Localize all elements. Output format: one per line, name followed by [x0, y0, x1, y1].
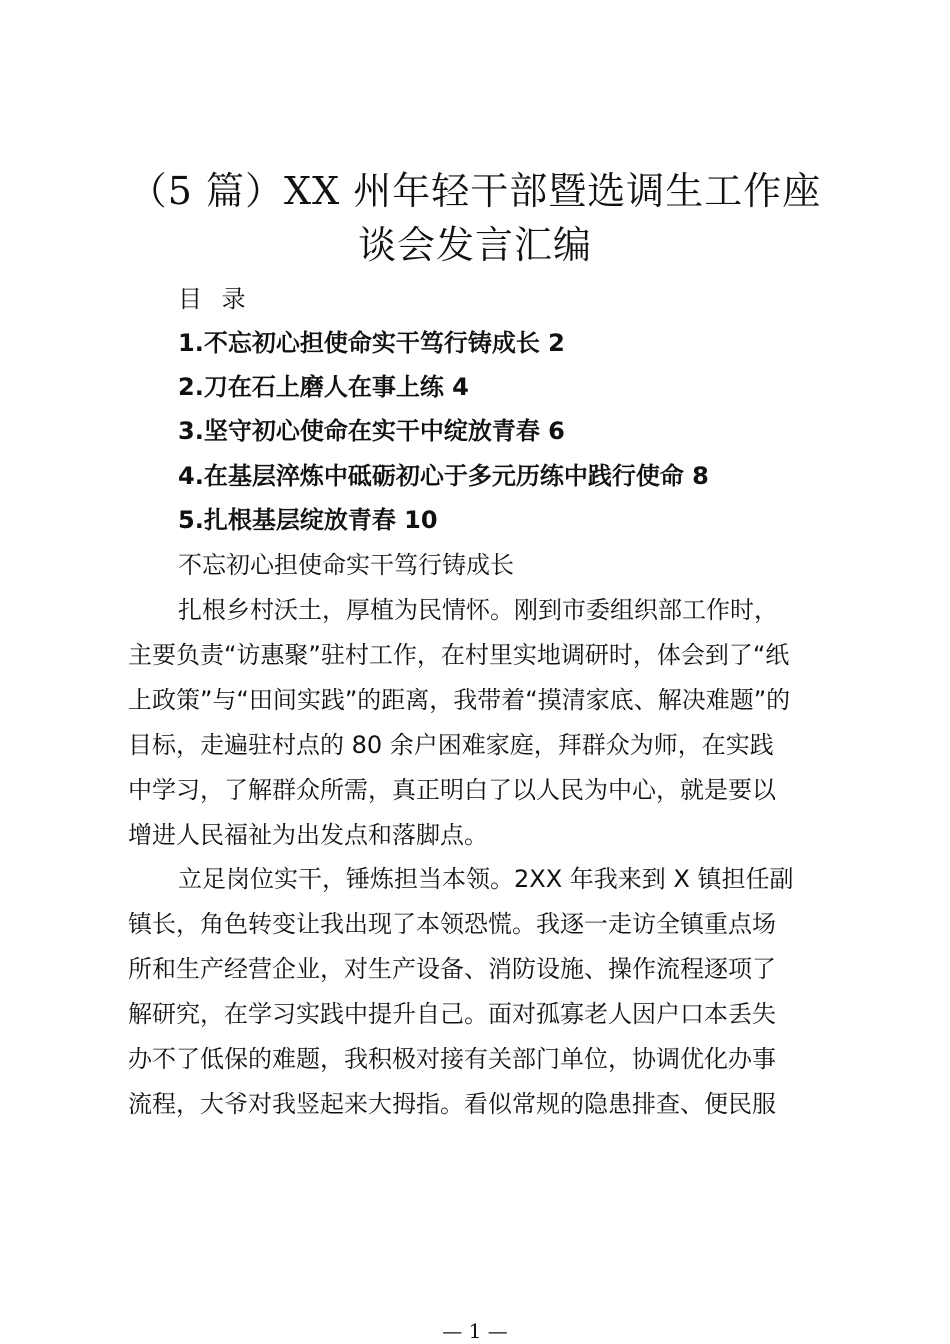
document-title-line-2: 谈会发言汇编 — [357, 223, 592, 267]
paragraph-1-line-4: 目标，走遍驻村点的 80 余户困难家庭，拜群众为师，在实践 — [128, 731, 774, 759]
toc-label: 目 录 — [178, 285, 252, 313]
paragraph-2-line-2: 镇长，角色转变让我出现了本领恐慌。我逐一走访全镇重点场 — [128, 910, 776, 938]
toc-item-2: 2.刀在石上磨人在事上练 4 — [178, 373, 469, 401]
paragraph-1-line-2: 主要负责“访惠聚”驻村工作，在村里实地调研时，体会到了“纸 — [128, 641, 790, 669]
document-title-line-1: （5 篇）XX 州年轻干部暨选调生工作座 — [128, 169, 822, 213]
toc-item-5: 5.扎根基层绽放青春 10 — [178, 506, 438, 534]
page-number: — 1 — — [442, 1319, 508, 1343]
paragraph-2-line-6: 流程，大爷对我竖起来大拇指。看似常规的隐患排查、便民服 — [128, 1090, 776, 1118]
paragraph-1-line-1: 扎根乡村沃土，厚植为民情怀。刚到市委组织部工作时， — [178, 596, 778, 624]
paragraph-2-line-4: 解研究，在学习实践中提升自己。面对孤寡老人因户口本丢失 — [128, 1000, 776, 1028]
paragraph-2-line-5: 办不了低保的难题，我积极对接有关部门单位，协调优化办事 — [128, 1045, 776, 1073]
paragraph-2-line-3: 所和生产经营企业，对生产设备、消防设施、操作流程逐项了 — [128, 955, 776, 983]
section-heading: 不忘初心担使命实干笃行铸成长 — [178, 551, 514, 579]
toc-item-1: 1.不忘初心担使命实干笃行铸成长 2 — [178, 329, 565, 357]
paragraph-1-line-5: 中学习，了解群众所需，真正明白了以人民为中心，就是要以 — [128, 776, 776, 804]
paragraph-1-line-6: 增进人民福祉为出发点和落脚点。 — [128, 821, 488, 849]
toc-item-4: 4.在基层淬炼中砥砺初心于多元历练中践行使命 8 — [178, 462, 709, 490]
paragraph-1-line-3: 上政策”与“田间实践”的距离，我带着“摸清家底、解决难题”的 — [128, 686, 791, 714]
toc-item-3: 3.坚守初心使命在实干中绽放青春 6 — [178, 417, 565, 445]
paragraph-2-line-1: 立足岗位实干，锤炼担当本领。2XX 年我来到 X 镇担任副 — [178, 865, 794, 893]
